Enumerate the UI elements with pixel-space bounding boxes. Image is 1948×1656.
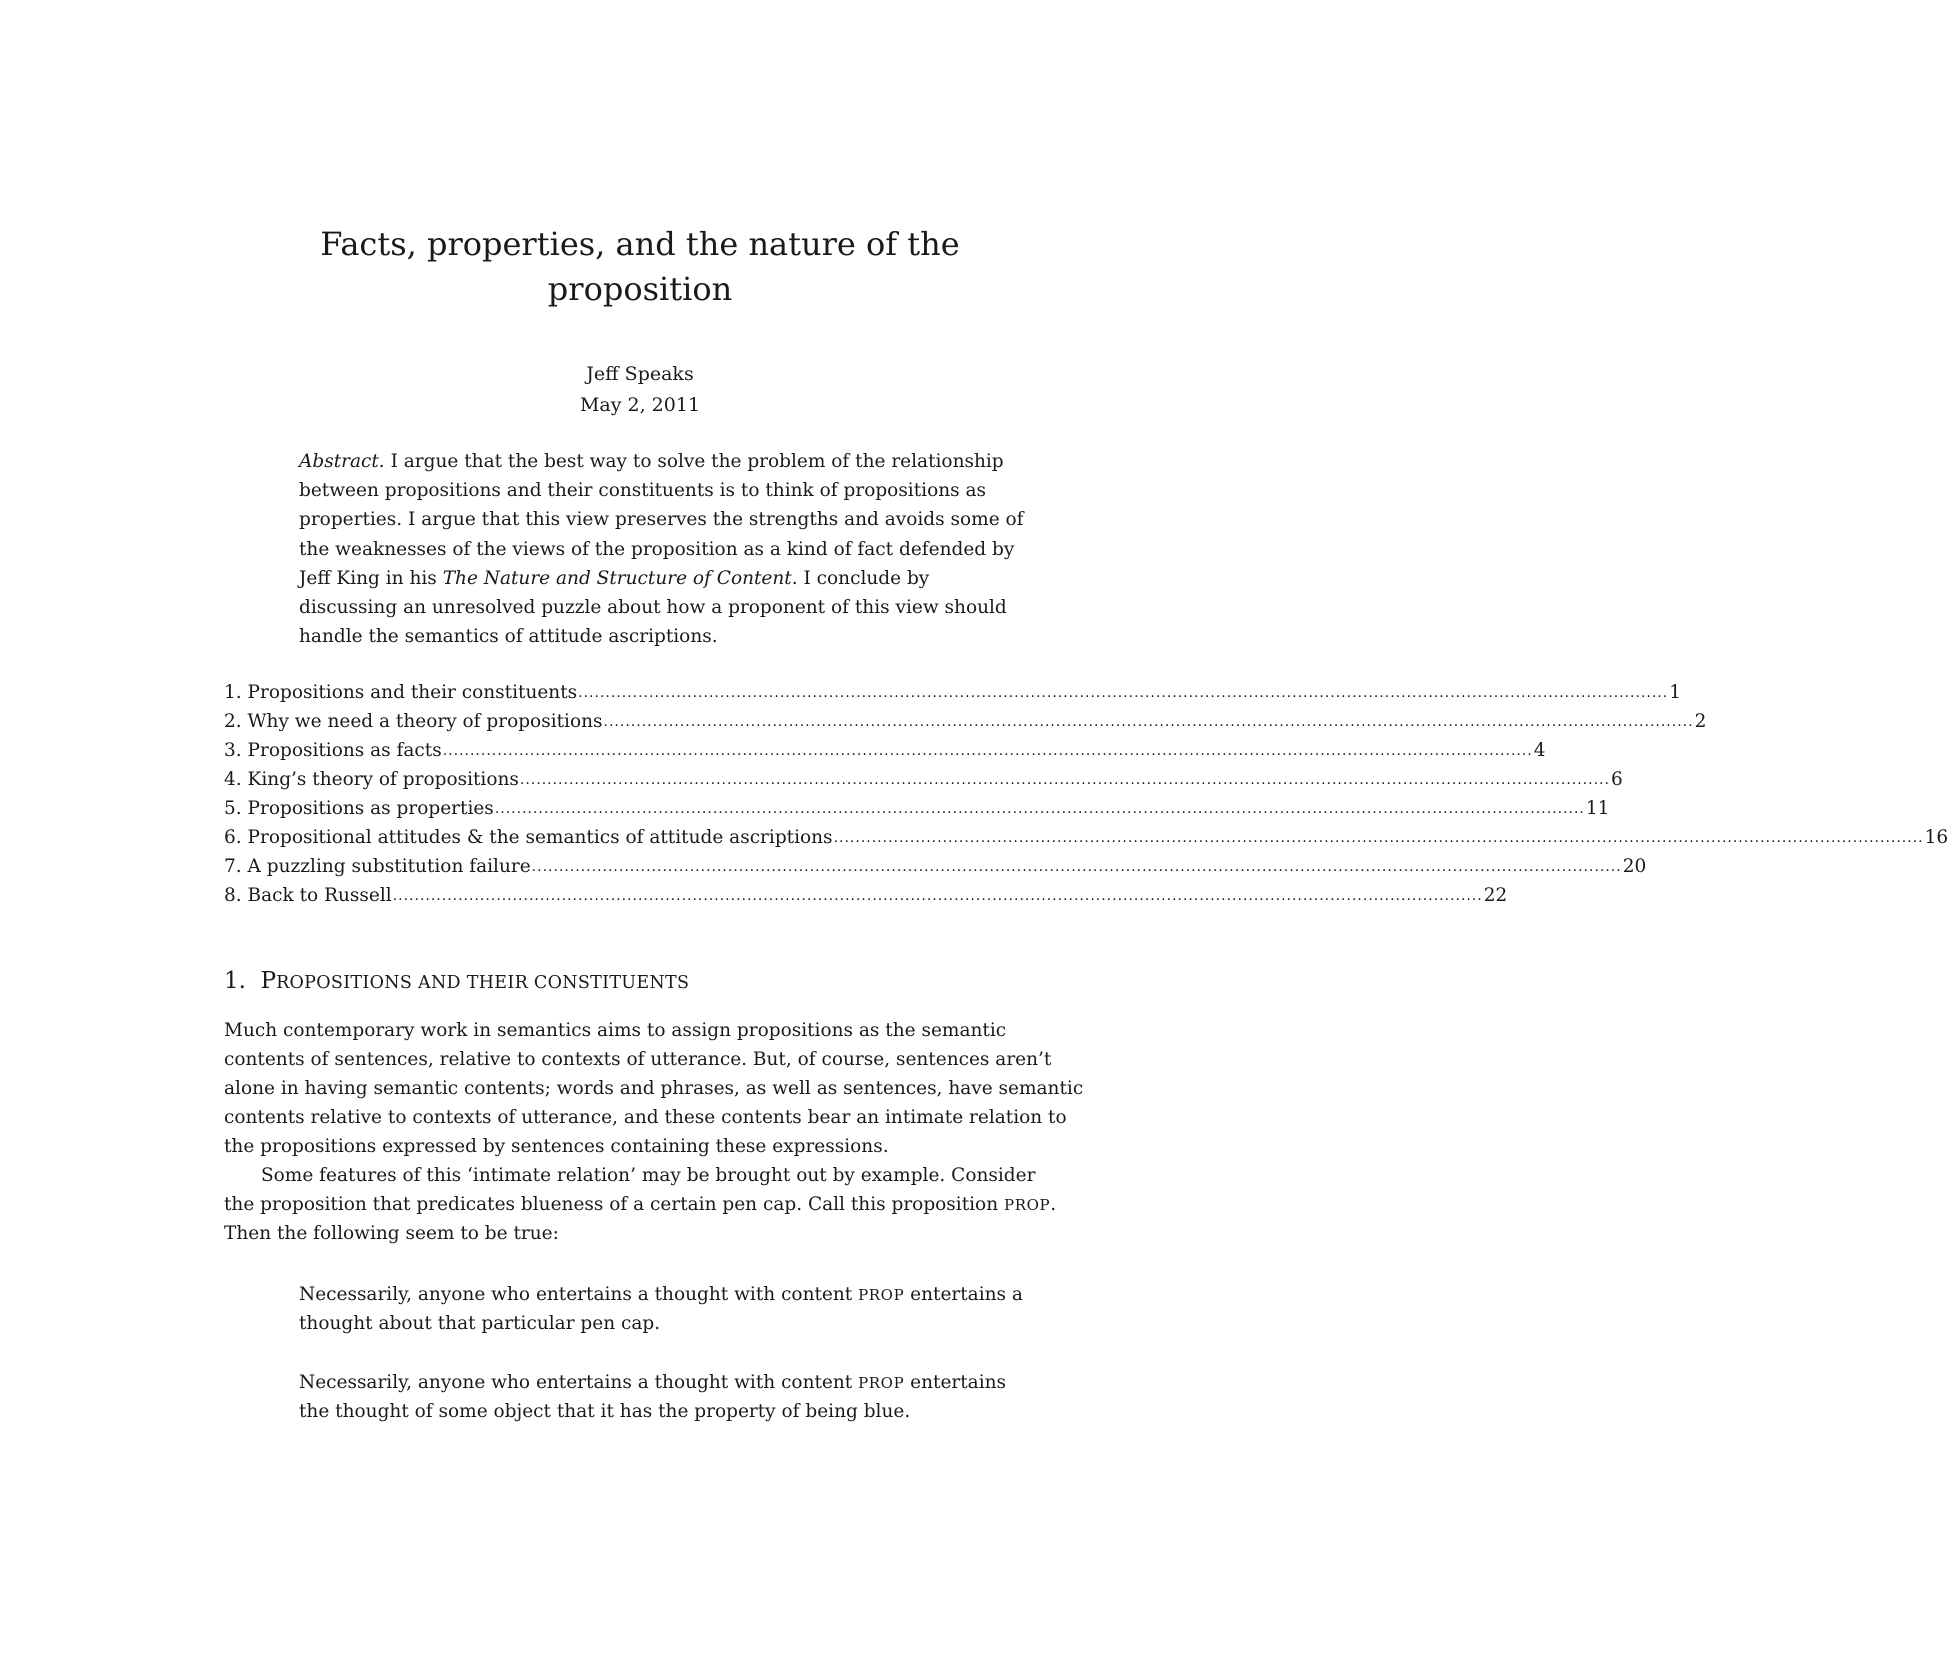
quote-text: entertains a xyxy=(904,1284,1023,1305)
toc-label: King’s theory of propositions xyxy=(247,769,519,790)
prop-term: PROP xyxy=(1004,1196,1051,1214)
abstract-label: Abstract. xyxy=(299,451,385,472)
toc-entry[interactable] xyxy=(224,823,1948,852)
toc-number: 2. xyxy=(224,711,248,732)
toc-number: 5. xyxy=(224,798,248,819)
toc-page-number: 4 xyxy=(1533,740,1546,761)
abstract-text: . I conclude by xyxy=(791,567,930,589)
section-number: 1. xyxy=(224,968,246,994)
quote-line: thought about that particular pen cap. xyxy=(299,1313,661,1334)
toc-entry[interactable] xyxy=(224,736,1546,765)
abstract-line: handle the semantics of attitude ascriptions. xyxy=(299,626,718,648)
toc-entry[interactable] xyxy=(224,794,1610,823)
body-text: . xyxy=(1050,1194,1057,1215)
toc-page-number: 11 xyxy=(1585,798,1610,819)
abstract-line: properties. I argue that this view preserves the strengths and avoids some of xyxy=(299,509,1024,531)
abstract-line: the weaknesses of the views of the proposition as a kind of fact defended by xyxy=(299,538,1015,560)
toc-label: Back to Russell xyxy=(247,885,392,906)
toc-entry[interactable] xyxy=(224,881,1508,910)
quote-text: Necessarily, anyone who entertains a thought with content xyxy=(299,1284,859,1305)
toc-number: 7. xyxy=(224,856,248,877)
abstract-line xyxy=(299,564,989,593)
toc-label: Propositions as properties xyxy=(247,798,494,819)
quote-line: the thought of some object that it has the property of being blue. xyxy=(299,1401,911,1422)
toc-label: Propositions and their constituents xyxy=(247,682,578,703)
toc-entry[interactable] xyxy=(224,707,1707,736)
title-line-1: Facts, properties, and the nature of the xyxy=(320,225,960,263)
toc-leader-dots: ........................................................................................................................................................................................................ xyxy=(519,772,1610,788)
toc-page-number: 6 xyxy=(1610,769,1623,790)
toc-page-number: 1 xyxy=(1669,682,1681,703)
toc-label: Propositions as facts xyxy=(247,740,442,761)
abstract-line: discussing an unresolved puzzle about how a proponent of this view should xyxy=(299,597,1007,619)
section-heading-rest: ROPOSITIONS AND THEIR CONSTITUENTS xyxy=(276,973,690,993)
toc-number: 4. xyxy=(224,769,248,790)
book-title: The Nature and Structure of Content xyxy=(442,567,792,589)
prop-term: PROP xyxy=(858,1374,905,1392)
quote-line xyxy=(299,1280,1023,1309)
toc-leader-dots: ........................................................................................................................................................................................................ xyxy=(603,714,1694,730)
toc-leader-dots: ........................................................................................................................................................................................................ xyxy=(531,859,1622,875)
toc-label: Propositional attitudes & the semantics of attitude ascriptions xyxy=(247,827,833,848)
body-line xyxy=(224,1190,1057,1219)
toc-entry[interactable] xyxy=(224,852,1647,881)
toc-page-number: 16 xyxy=(1924,827,1948,848)
body-line: contents relative to contexts of utterance, and these contents bear an intimate relation to xyxy=(224,1107,1067,1128)
abstract-text: Jeff King in his xyxy=(299,567,443,589)
toc-number: 1. xyxy=(224,682,248,703)
table-of-contents xyxy=(224,678,1948,910)
toc-entry[interactable] xyxy=(224,765,1623,794)
toc-page-number: 20 xyxy=(1622,856,1647,877)
toc-entry[interactable] xyxy=(224,678,1681,707)
section-body xyxy=(224,1016,1084,1248)
body-text: the proposition that predicates blueness of a certain pen cap. Call this proposition xyxy=(224,1194,1004,1215)
quote-line xyxy=(299,1368,1019,1397)
abstract-line: between propositions and their constituents is to think of propositions as xyxy=(299,480,987,502)
body-line: alone in having semantic contents; words and phrases, as well as sentences, have semantic xyxy=(224,1078,1084,1099)
block-quote xyxy=(299,1280,1023,1338)
toc-leader-dots: ........................................................................................................................................................................................................ xyxy=(494,801,1585,817)
quote-text: entertains xyxy=(904,1372,1007,1393)
toc-label: Why we need a theory of propositions xyxy=(247,711,603,732)
abstract xyxy=(299,447,1024,651)
paper-title xyxy=(300,222,980,312)
body-line: contents of sentences, relative to contexts of utterance. But, of course, sentences aren’t xyxy=(224,1049,1052,1070)
title-line-2: proposition xyxy=(547,270,733,308)
block-quote xyxy=(299,1368,1019,1426)
body-line: Much contemporary work in semantics aims to assign propositions as the semantic xyxy=(224,1020,1007,1041)
body-line: Then the following seem to be true: xyxy=(224,1223,559,1244)
prop-term: PROP xyxy=(858,1286,905,1304)
quote-text: Necessarily, anyone who entertains a thought with content xyxy=(299,1372,859,1393)
toc-number: 6. xyxy=(224,827,248,848)
toc-leader-dots: ........................................................................................................................................................................................................ xyxy=(578,685,1669,701)
abstract-text: I argue that the best way to solve the problem of the relationship xyxy=(384,451,1004,472)
author: Jeff Speaks xyxy=(586,363,694,385)
body-line: the propositions expressed by sentences containing these expressions. xyxy=(224,1136,889,1157)
toc-number: 8. xyxy=(224,885,248,906)
section-heading-cap: P xyxy=(260,968,277,994)
toc-number: 3. xyxy=(224,740,248,761)
toc-leader-dots: ........................................................................................................................................................................................................ xyxy=(833,830,1924,846)
toc-leader-dots: ........................................................................................................................................................................................................ xyxy=(442,743,1533,759)
toc-page-number: 2 xyxy=(1694,711,1707,732)
section-heading xyxy=(224,966,689,998)
body-line: Some features of this ‘intimate relation’ may be brought out by example. Consider xyxy=(261,1165,1036,1186)
date: May 2, 2011 xyxy=(579,394,701,416)
toc-leader-dots: ........................................................................................................................................................................................................ xyxy=(392,888,1483,904)
abstract-line xyxy=(299,447,1004,476)
toc-label: A puzzling substitution failure xyxy=(247,856,531,877)
toc-page-number: 22 xyxy=(1483,885,1508,906)
